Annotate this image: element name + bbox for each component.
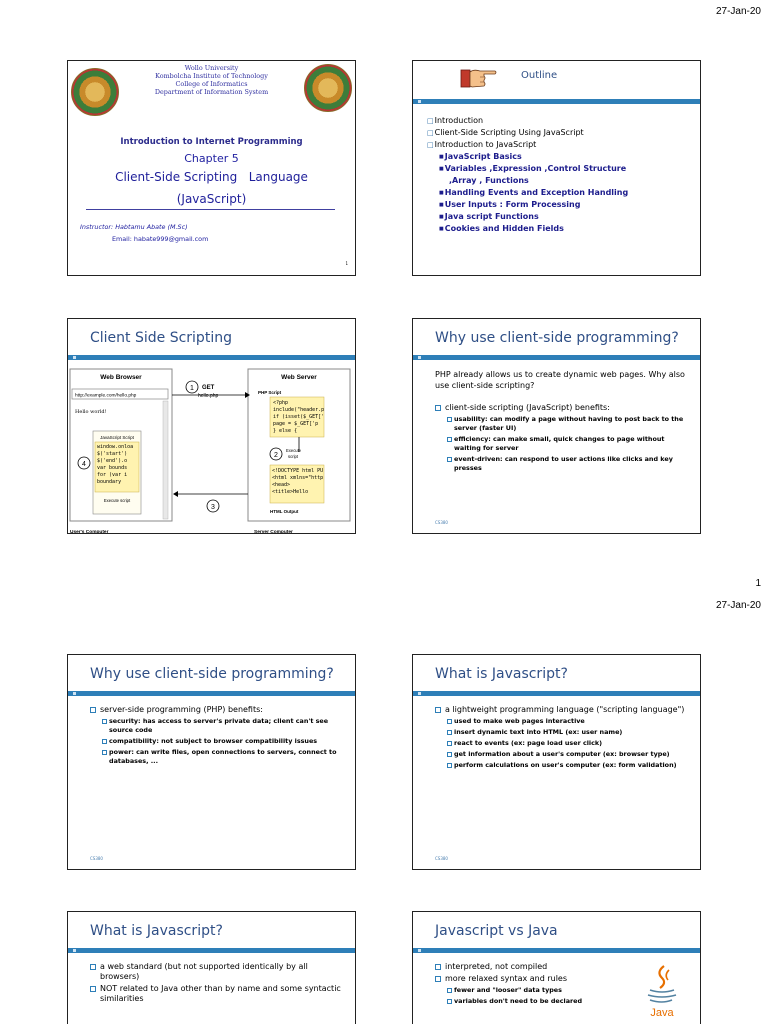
page-number: 1 (755, 578, 761, 589)
java-logo-icon (642, 962, 682, 1018)
html-output-label: HTML Output (270, 509, 299, 514)
slide-title-text: Client Side Scripting (90, 330, 232, 346)
slide-what-is-javascript-1 (412, 654, 701, 870)
step-1-number: 1 (190, 385, 194, 392)
js-script-label: JavaScript Script (100, 435, 134, 440)
slide-title-text: Javascript vs Java (435, 923, 558, 939)
slide-javascript-vs-java (412, 911, 701, 1024)
list-item: ,Array , Functions (449, 176, 529, 185)
client-server-diagram (68, 359, 355, 533)
list-item: □ Introduction to JavaScript (427, 139, 628, 151)
title-rule (413, 355, 700, 360)
slide-why-client-side-2 (67, 654, 356, 870)
page-date: 27-Jan-20 (715, 6, 761, 17)
list-item: efficiency: can make small, quick changes to page without waiting for server (447, 435, 690, 453)
slide-footer: CS380 (435, 520, 448, 525)
instructor: Instructor: Habtamu Abate (M.Sc) (80, 223, 188, 231)
slide-main-title: Client-Side Scripting Language (115, 170, 308, 184)
list-item: ■ Variables ,Expression ,Control Structure (439, 163, 628, 175)
server-computer-label: Server Computer (254, 530, 293, 533)
slide-footer: CS380 (90, 856, 103, 861)
slide-footer: CS380 (435, 856, 448, 861)
execute-label: Execute (286, 448, 302, 453)
list-item: interpreted, not compiled (435, 962, 630, 972)
title-rule (68, 691, 355, 696)
divider (86, 209, 335, 210)
list-item: compatibility: not subject to browser compatibility issues (102, 737, 345, 746)
java-logo-text: Java (650, 1007, 674, 1018)
php-code: <?php include("header.p if (isset($_GET[' page = $_GET['p } else { (273, 400, 325, 434)
list-item: power: can write files, open connections to servers, connect to databases, ... (102, 748, 345, 766)
institute-name: Kombolcha Institute of Technology (155, 72, 268, 80)
slide-why-client-side-1 (412, 318, 701, 534)
university-block (68, 64, 355, 96)
step-3-number: 3 (211, 504, 215, 511)
bullet-list (90, 962, 345, 1006)
hello-text: Hello world! (75, 409, 107, 415)
slide-title (67, 60, 356, 276)
list-item: react to events (ex: page load user click) (447, 739, 690, 748)
js-code: window.onloa $('start') $('end').o var bounds for (var i boundary (97, 444, 134, 485)
browser-label: Web Browser (100, 374, 142, 381)
step-4-number: 4 (82, 461, 86, 468)
title-rule (413, 99, 700, 104)
get-label: GET (202, 385, 215, 391)
slide-outline (412, 60, 701, 276)
users-computer-label: User's Computer (70, 530, 109, 533)
request-path: hello.php (198, 393, 219, 399)
slide-client-side-scripting (67, 318, 356, 534)
pointing-hand-icon (460, 65, 498, 91)
list-item: server-side programming (PHP) benefits: (90, 705, 345, 715)
university-name: Wollo University (184, 64, 239, 72)
course-title: Introduction to Internet Programming (120, 137, 303, 147)
slide-title-text: Outline (521, 70, 558, 81)
html-code: <!DOCTYPE html PU <html xmlns="http <head> <title>Hello (272, 468, 324, 495)
list-item: ■ Java script Functions (439, 211, 628, 223)
slide-number: 1 (345, 261, 348, 266)
department-name: Department of Information System (154, 88, 269, 96)
list-item: more relaxed syntax and rules (435, 974, 630, 984)
list-item: fewer and "looser" data types (447, 986, 630, 995)
bullet-list (90, 705, 345, 768)
php-script-label: PHP Script (258, 390, 282, 395)
list-item: a lightweight programming language ("scripting language") (435, 705, 690, 715)
list-item: event-driven: can respond to user actions like clicks and key presses (447, 455, 690, 473)
title-rule (413, 691, 700, 696)
page-date: 27-Jan-20 (715, 600, 761, 611)
list-item: used to make web pages interactive (447, 717, 690, 726)
list-item: client-side scripting (JavaScript) benefits: (435, 403, 690, 413)
step-2-number: 2 (274, 452, 278, 459)
list-item: NOT related to Java other than by name and some syntactic similarities (90, 984, 345, 1004)
college-name: College of Informatics (175, 80, 248, 88)
server-label: Web Server (281, 374, 317, 381)
slide-title-text: What is Javascript? (435, 666, 568, 682)
bullet-list (435, 705, 690, 772)
list-item: ■ Cookies and Hidden Fields (439, 223, 628, 235)
list-item: usability: can modify a page without having to post back to the server (faster UI) (447, 415, 690, 433)
slide-title-text: Why use client-side programming? (90, 666, 334, 682)
list-item: □ Introduction (427, 115, 628, 127)
list-item: ■ JavaScript Basics (439, 151, 628, 163)
title-rule (68, 948, 355, 953)
slide-main-subtitle: (JavaScript) (176, 192, 247, 206)
list-item: get information about a user's computer (ex: browser type) (447, 750, 690, 759)
script-label: script (288, 454, 299, 459)
slide-title-text: Why use client-side programming? (435, 330, 679, 346)
list-item: ■ User Inputs : Form Processing (439, 199, 628, 211)
slide-what-is-javascript-2 (67, 911, 356, 1024)
title-rule (413, 948, 700, 953)
list-item: perform calculations on user's computer (ex: form validation) (447, 761, 690, 770)
list-item: insert dynamic text into HTML (ex: user name) (447, 728, 690, 737)
chapter-label: Chapter 5 (184, 152, 239, 165)
execute-script-label: Execute script (103, 498, 131, 503)
outline-list (427, 115, 628, 235)
browser-url: http://example.com/hello.php (75, 393, 137, 399)
instructor-email: Email: habate999@gmail.com (112, 235, 209, 243)
list-item: variables don't need to be declared (447, 997, 630, 1006)
bullet-list (435, 962, 630, 1008)
list-item: a web standard (but not supported identically by all browsers) (90, 962, 345, 982)
bullet-list (435, 403, 690, 475)
intro-text: PHP already allows us to create dynamic web pages. Why also use client-side scripting? (435, 370, 685, 390)
list-item: □ Client-Side Scripting Using JavaScript (427, 127, 628, 139)
list-item: security: has access to server's private data; client can't see source code (102, 717, 345, 735)
list-item: ■ Handling Events and Exception Handling (439, 187, 628, 199)
slide-title-text: What is Javascript? (90, 923, 223, 939)
